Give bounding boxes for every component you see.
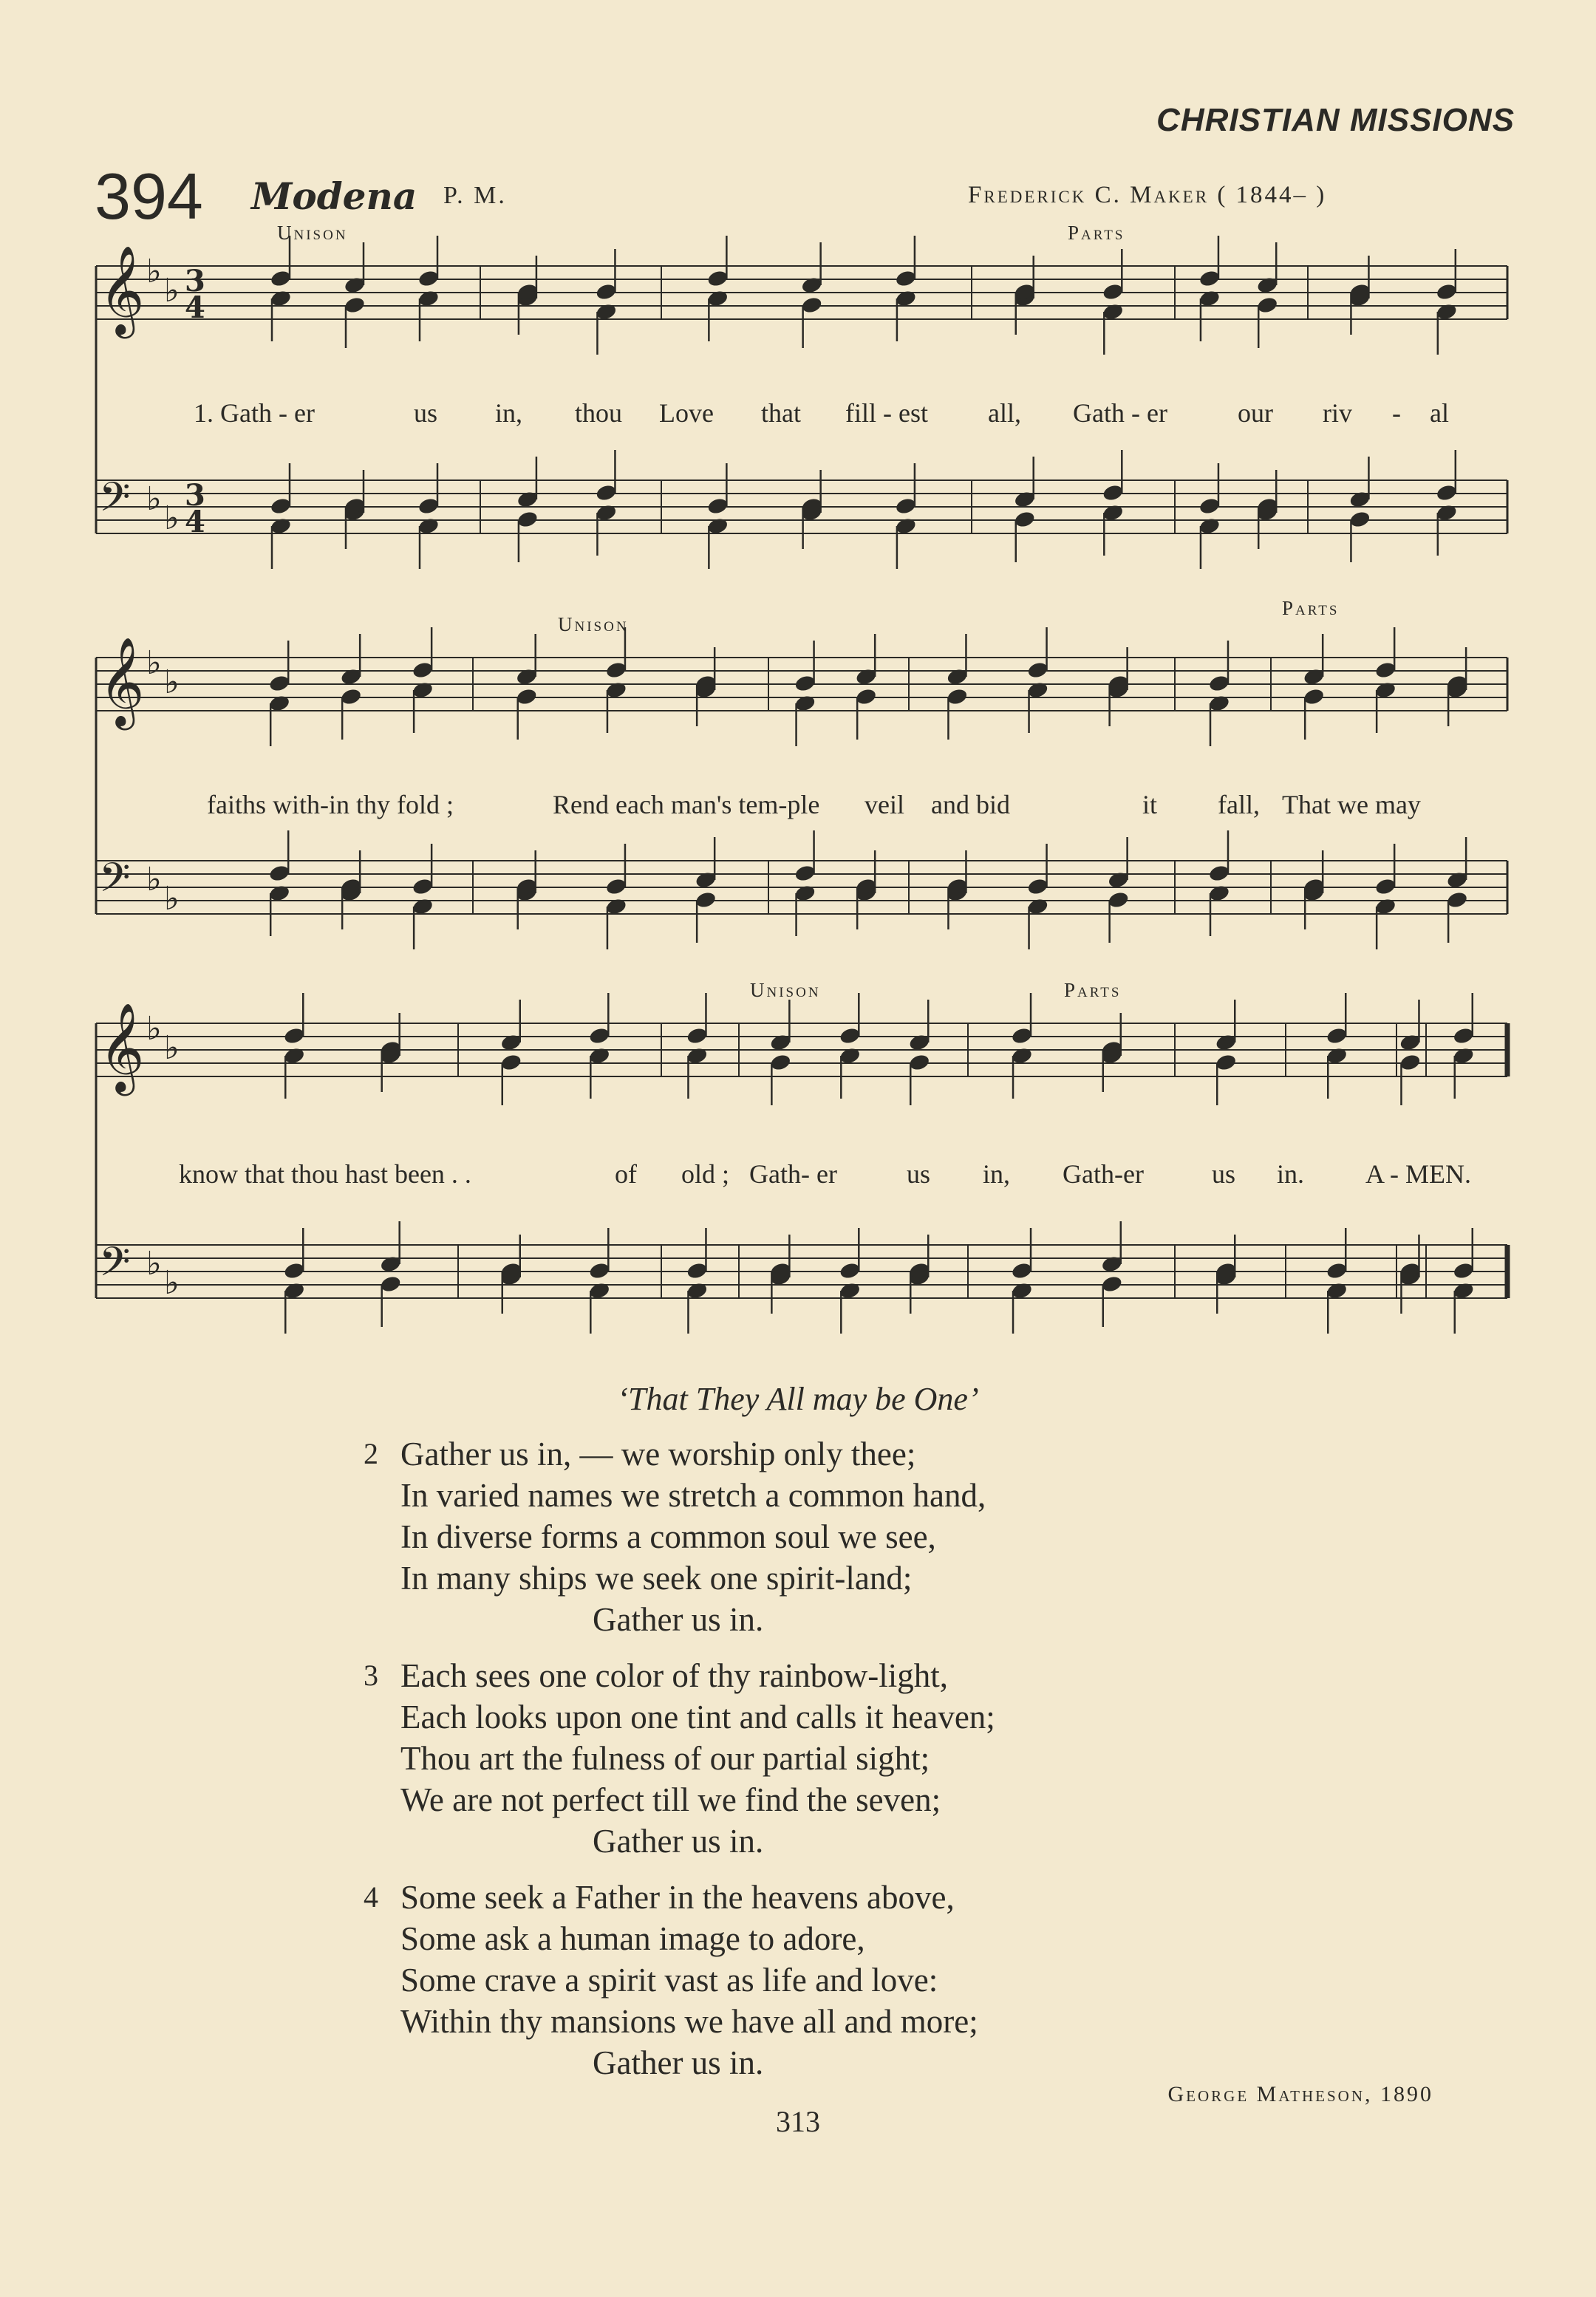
note-head bbox=[1102, 483, 1125, 502]
lyric-syllable: in. bbox=[1277, 1159, 1305, 1189]
bass-clef-icon: 𝄢 bbox=[99, 474, 131, 530]
lyric-syllable: riv bbox=[1323, 398, 1352, 428]
lyric-syllable: all, bbox=[988, 398, 1021, 428]
lyric-syllable: Gath- er bbox=[749, 1159, 837, 1189]
mark-unison: Unison bbox=[558, 613, 629, 635]
note-head bbox=[794, 864, 816, 883]
note-head bbox=[1100, 1274, 1123, 1294]
note-head bbox=[340, 687, 363, 706]
note-head bbox=[515, 687, 538, 706]
page-number: 313 bbox=[776, 2105, 820, 2138]
note-head bbox=[595, 483, 618, 502]
key-flat-icon: ♭ bbox=[146, 1245, 162, 1283]
note-head bbox=[1208, 674, 1231, 693]
note-head bbox=[1452, 1026, 1475, 1045]
time-signature: 3 bbox=[185, 478, 205, 513]
lyric-syllable: 1. Gath - er bbox=[194, 398, 315, 428]
note-head bbox=[499, 1053, 522, 1072]
note-head bbox=[379, 1274, 402, 1294]
verse-number: 4 bbox=[364, 1880, 378, 1914]
verse-line: Each sees one color of thy rainbow-light, bbox=[400, 1657, 949, 1694]
note-head bbox=[1026, 877, 1049, 896]
note-head bbox=[1326, 1261, 1348, 1280]
note-head bbox=[283, 1026, 306, 1045]
note-head bbox=[695, 890, 717, 909]
note-head bbox=[908, 1053, 931, 1072]
note-head bbox=[344, 296, 366, 315]
lyric-syllable: veil bbox=[864, 790, 904, 819]
key-flat-icon: ♭ bbox=[164, 663, 180, 701]
hymn-number: 394 bbox=[95, 160, 203, 233]
lyric-syllable: Gath - er bbox=[1073, 398, 1167, 428]
bass-clef-icon: 𝄢 bbox=[99, 854, 131, 911]
note-head bbox=[1256, 296, 1279, 315]
note-head bbox=[417, 269, 440, 288]
note-head bbox=[1215, 1053, 1238, 1072]
note-head bbox=[1198, 496, 1221, 516]
lyric-syllable: fall, bbox=[1218, 790, 1260, 819]
note-head bbox=[605, 661, 628, 680]
note-head bbox=[1208, 864, 1231, 883]
lyric-syllable: and bid bbox=[931, 790, 1010, 819]
verse-line: Some ask a human image to adore, bbox=[400, 1920, 865, 1957]
note-head bbox=[1374, 877, 1397, 896]
note-head bbox=[417, 496, 440, 516]
note-head bbox=[595, 282, 618, 301]
lyric-syllable: our bbox=[1238, 398, 1273, 428]
verse-line: In varied names we stretch a common hand, bbox=[400, 1477, 986, 1514]
note-head bbox=[839, 1261, 862, 1280]
note-head bbox=[1011, 1261, 1034, 1280]
verse-refrain: Gather us in. bbox=[593, 1601, 764, 1638]
note-head bbox=[268, 674, 291, 693]
note-head bbox=[946, 687, 969, 706]
note-head bbox=[1013, 510, 1036, 529]
note-head bbox=[1326, 1026, 1348, 1045]
verse-line: In many ships we seek one spirit-land; bbox=[400, 1560, 913, 1597]
note-head bbox=[1026, 661, 1049, 680]
treble-clef-icon: 𝄞 bbox=[99, 245, 145, 335]
note-head bbox=[605, 877, 628, 896]
key-flat-icon: ♭ bbox=[164, 1264, 180, 1302]
verse-line: We are not perfect till we find the seven; bbox=[400, 1781, 941, 1818]
note-head bbox=[895, 496, 918, 516]
note-head bbox=[895, 269, 918, 288]
lyric-syllable: faiths with-in thy fold ; bbox=[207, 790, 454, 819]
lyric-syllable: that bbox=[761, 398, 801, 428]
note-head bbox=[1436, 483, 1459, 502]
lyric-syllable: us bbox=[1212, 1159, 1236, 1189]
lyric-syllable: us bbox=[907, 1159, 931, 1189]
verse-refrain: Gather us in. bbox=[593, 2044, 764, 2081]
lyric-syllable: know that thou hast been . . bbox=[179, 1159, 471, 1189]
note-head bbox=[588, 1026, 611, 1045]
treble-clef-icon: 𝄞 bbox=[99, 1002, 145, 1092]
verse-line: Each looks upon one tint and calls it heaven; bbox=[400, 1699, 995, 1735]
key-flat-icon: ♭ bbox=[164, 272, 180, 310]
lyric-syllable: of bbox=[615, 1159, 637, 1189]
note-head bbox=[516, 510, 539, 529]
mark-parts: Parts bbox=[1064, 979, 1122, 1001]
lyric-syllable: in, bbox=[983, 1159, 1011, 1189]
note-head bbox=[1348, 510, 1371, 529]
lyric-syllable: A - MEN. bbox=[1365, 1159, 1471, 1189]
note-head bbox=[706, 496, 729, 516]
key-flat-icon: ♭ bbox=[164, 499, 180, 537]
lyric-syllable: fill - est bbox=[845, 398, 928, 428]
note-head bbox=[800, 296, 823, 315]
mark-parts: Parts bbox=[1282, 597, 1340, 619]
note-head bbox=[1452, 1261, 1475, 1280]
lyric-syllable: in, bbox=[495, 398, 523, 428]
note-head bbox=[1446, 890, 1469, 909]
lyric-syllable: old ; bbox=[681, 1159, 730, 1189]
note-head bbox=[412, 877, 434, 896]
note-head bbox=[706, 269, 729, 288]
lyric-syllable: thou bbox=[575, 398, 623, 428]
hymn-text-heading: ‘That They All may be One’ bbox=[617, 1381, 979, 1417]
verse-number: 2 bbox=[364, 1437, 378, 1470]
verse-4 bbox=[364, 1877, 978, 2083]
key-flat-icon: ♭ bbox=[164, 880, 180, 918]
key-flat-icon: ♭ bbox=[146, 480, 162, 518]
text-author: George Matheson, 1890 bbox=[1167, 2082, 1433, 2106]
verse-line: Some seek a Father in the heavens above, bbox=[400, 1879, 955, 1916]
lyric-syllable: Love bbox=[659, 398, 714, 428]
note-head bbox=[1374, 661, 1397, 680]
verse-number: 3 bbox=[364, 1659, 378, 1692]
note-head bbox=[1107, 890, 1130, 909]
time-signature: 4 bbox=[185, 290, 205, 325]
note-head bbox=[1436, 282, 1459, 301]
note-head bbox=[686, 1261, 709, 1280]
verse-line: Gather us in, — we worship only thee; bbox=[400, 1436, 916, 1472]
key-flat-icon: ♭ bbox=[146, 1010, 162, 1048]
lyric-syllable: - bbox=[1392, 398, 1401, 428]
key-flat-icon: ♭ bbox=[164, 1029, 180, 1067]
treble-clef-icon: 𝄞 bbox=[99, 636, 145, 726]
lyric-syllable: al bbox=[1430, 398, 1449, 428]
verse-refrain: Gather us in. bbox=[593, 1823, 764, 1860]
note-head bbox=[412, 661, 434, 680]
note-head bbox=[283, 1261, 306, 1280]
mark-unison: Unison bbox=[750, 979, 821, 1001]
note-head bbox=[794, 674, 816, 693]
lyric-syllable: it bbox=[1142, 790, 1158, 819]
verse-line: In diverse forms a common soul we see, bbox=[400, 1518, 936, 1555]
note-head bbox=[1198, 269, 1221, 288]
note-head bbox=[855, 687, 878, 706]
verse-line: Some crave a spirit vast as life and love: bbox=[400, 1962, 938, 1999]
mark-parts: Parts bbox=[1068, 222, 1125, 244]
lyric-syllable: Gath-er bbox=[1063, 1159, 1144, 1189]
key-flat-icon: ♭ bbox=[146, 644, 162, 682]
note-head bbox=[839, 1026, 862, 1045]
note-head bbox=[1102, 282, 1125, 301]
verse-line: Within thy mansions we have all and more; bbox=[400, 2003, 978, 2040]
note-head bbox=[268, 864, 291, 883]
note-head bbox=[270, 269, 293, 288]
lyric-syllable: That we may bbox=[1282, 790, 1421, 819]
bass-clef-icon: 𝄢 bbox=[99, 1238, 131, 1295]
time-signature: 4 bbox=[185, 505, 205, 539]
note-head bbox=[769, 1053, 792, 1072]
verse-line: Thou art the fulness of our partial sight; bbox=[400, 1740, 930, 1777]
meter: P. M. bbox=[443, 182, 507, 209]
verse-3 bbox=[364, 1655, 995, 1862]
verse-2 bbox=[364, 1433, 986, 1640]
lyric-syllable: Rend each man's tem-ple bbox=[553, 790, 820, 819]
note-head bbox=[588, 1261, 611, 1280]
mark-unison: Unison bbox=[277, 222, 348, 244]
note-head bbox=[270, 496, 293, 516]
note-head bbox=[1011, 1026, 1034, 1045]
composer-credit: Frederick C. Maker ( 1844– ) bbox=[968, 182, 1327, 208]
key-flat-icon: ♭ bbox=[146, 861, 162, 898]
note-head bbox=[1303, 687, 1326, 706]
tune-name: Modena bbox=[251, 174, 417, 218]
note-head bbox=[686, 1026, 709, 1045]
key-flat-icon: ♭ bbox=[146, 253, 162, 290]
note-head bbox=[1399, 1053, 1422, 1072]
section-title: CHRISTIAN MISSIONS bbox=[1156, 102, 1515, 138]
time-signature: 3 bbox=[185, 264, 205, 298]
lyric-syllable: us bbox=[414, 398, 438, 428]
